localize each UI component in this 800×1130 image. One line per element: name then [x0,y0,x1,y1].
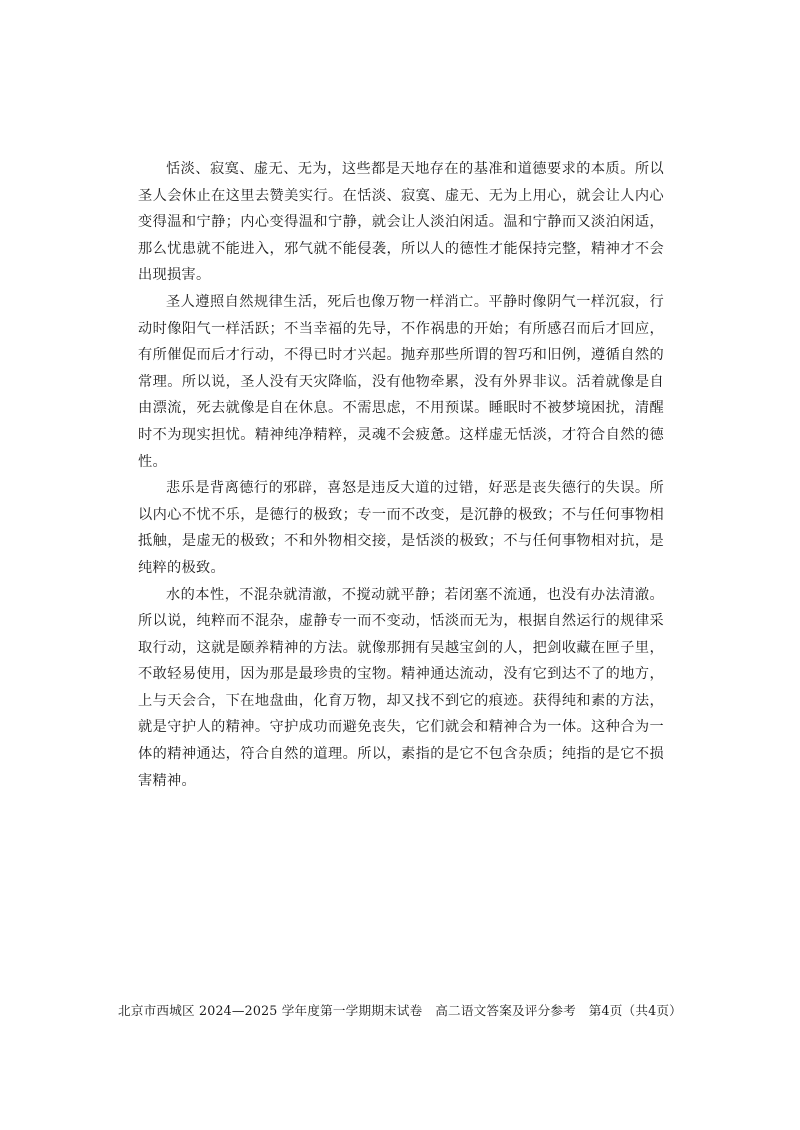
paragraph-1: 恬淡、寂寞、虚无、无为，这些都是天地存在的基准和道德要求的本质。所以圣人会休止在这里去赞美实行。在恬淡、寂寞、虚无、无为上用心，就会让人内心变得温和宁静；内心变得温和宁静，就会让人淡泊闲适。温和宁静而又淡泊闲适，那么忧患就不能进入，邪气就不能侵袭，所以人的德性才能保持完整，精神才不会出现损害。 [138,161,664,284]
page-footer: 北京市西城区 2024—2025 学年度第一学期期末试卷 高二语文答案及评分参考 第4页（共4页） [118,1003,682,1018]
paragraph-4: 水的本性，不混杂就清澈，不搅动就平静；若闭塞不流通，也没有办法清澈。所以说，纯粹而不混杂，虚静专一而不变动，恬淡而无为，根据自然运行的规律采取行动，这就是颐养精神的方法。就像那拥有吴越宝剑的人，把剑收藏在匣子里，不敢轻易使用，因为那是最珍贵的宝物。精神通达流动，没有它到达不了的地方，上与天会合，下在地盘曲，化育万物，却又找不到它的痕迹。获得纯和素的方法，就是守护人的精神。守护成功而避免丧失，它们就会和精神合为一体。这种合为一体的精神通达，符合自然的道理。所以，素指的是它不包含杂质；纯指的是它不损害精神。 [138,586,664,789]
paragraph-2: 圣人遵照自然规律生活，死后也像万物一样消亡。平静时像阴气一样沉寂，行动时像阳气一样活跃；不当幸福的先导，不作祸患的开始；有所感召而后才回应，有所催促而后才行动，不得已时才兴起。抛弃那些所谓的智巧和旧例，遵循自然的常理。所以说，圣人没有天灾降临，没有他物牵累，没有外界非议。活着就像是自由漂流，死去就像是自在休息。不需思虑，不用预谋。睡眠时不被梦境困扰，清醒时不为现实担忧。精神纯净精粹，灵魂不会疲惫。这样虚无恬淡，才符合自然的德性。 [138,293,664,470]
paragraph-3: 悲乐是背离德行的邪辟，喜怒是违反大道的过错，好恶是丧失德行的失误。所以内心不忧不乐，是德行的极致；专一而不改变，是沉静的极致；不与任何事物相抵触，是虚无的极致；不和外物相交接，是恬淡的极致；不与任何事物相对抗，是纯粹的极致。 [138,480,664,576]
answer-text-body [138,156,664,794]
